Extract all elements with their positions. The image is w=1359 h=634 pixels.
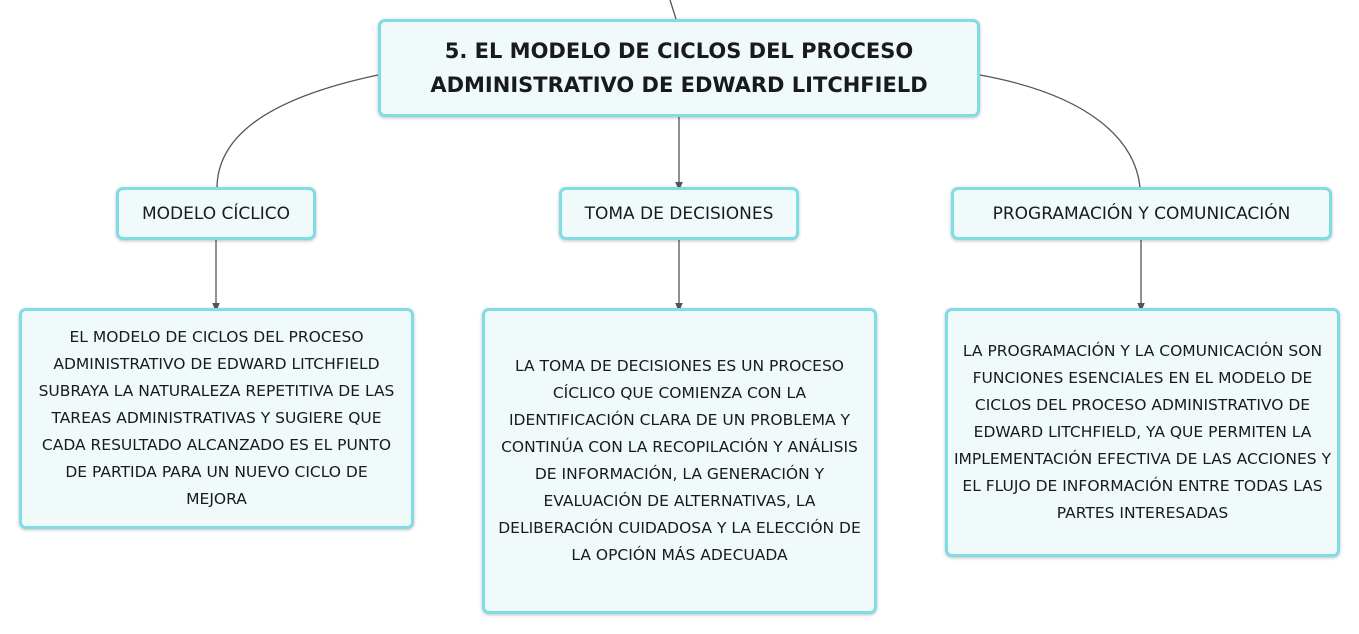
central-topic-label: 5. EL MODELO DE CICLOS DEL PROCESO ADMINISTRATIVO DE EDWARD LITCHFIELD xyxy=(430,39,928,97)
topic-label: MODELO CÍCLICO xyxy=(141,203,291,224)
subtopic-node-toma-de-decisiones[interactable] xyxy=(482,308,877,614)
subtopic-text: LA TOMA DE DECISIONES ES UN PROCESO CÍCLICO QUE COMIENZA CON LA IDENTIFICACIÓN CLARA DE UN PROBLEMA Y CONTINÚA CON LA RECOPILACIÓN Y ANÁLISIS DE INFORMACIÓN, LA GENERACIÓN Y EVALUACIÓN DE ALTERNATIVAS, LA DELIBERACIÓN CUIDADOSA Y LA ELECCIÓN DE LA OPCIÓN MÁS ADECUADA xyxy=(498,357,861,564)
connector-title-to-modelo-ciclico xyxy=(217,75,378,187)
topic-node-programacion-y-comunicacion[interactable] xyxy=(951,187,1332,240)
connector-parent-to-title xyxy=(670,0,676,19)
subtopic-node-programacion-y-comunicacion[interactable] xyxy=(945,308,1340,557)
topic-node-toma-de-decisiones[interactable] xyxy=(559,187,799,240)
topic-node-modelo-ciclico[interactable] xyxy=(116,187,316,240)
subtopic-text: EL MODELO DE CICLOS DEL PROCESO ADMINISTRATIVO DE EDWARD LITCHFIELD SUBRAYA LA NATURALEZA REPETITIVA DE LAS TAREAS ADMINISTRATIVAS Y SUGIERE QUE CADA RESULTADO ALCANZADO ES EL PUNTO DE PARTIDA PARA UN NUEVO CICLO DE MEJORA xyxy=(38,328,395,508)
subtopic-text: LA PROGRAMACIÓN Y LA COMUNICACIÓN SON FUNCIONES ESENCIALES EN EL MODELO DE CICLOS DEL PROCESO ADMINISTRATIVO DE EDWARD LITCHFIELD, YA QUE PERMITEN LA IMPLEMENTACIÓN EFECTIVA DE LAS ACCIONES Y EL FLUJO DE INFORMACIÓN ENTRE TODAS LAS PARTES INTERESADAS xyxy=(953,342,1332,522)
topic-label: TOMA DE DECISIONES xyxy=(584,203,774,224)
subtopic-node-modelo-ciclico[interactable] xyxy=(19,308,414,529)
central-topic-node[interactable] xyxy=(378,19,980,117)
topic-label: PROGRAMACIÓN Y COMUNICACIÓN xyxy=(992,203,1291,224)
connector-title-to-programacion xyxy=(980,75,1140,187)
